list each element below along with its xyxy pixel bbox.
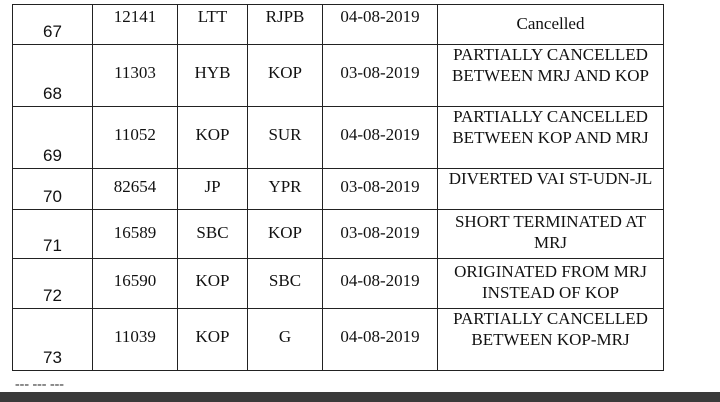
table-row (13, 107, 664, 169)
remark-cell: SHORT TERMINATED AT MRJ (438, 210, 664, 259)
from-station-cell: KOP (178, 259, 248, 309)
from-station-cell: KOP (178, 107, 248, 169)
remark-cell: ORIGINATED FROM MRJ INSTEAD OF KOP (438, 259, 664, 309)
train-number-cell: 11052 (93, 107, 178, 169)
table-row (13, 259, 664, 309)
remark-cell: PARTIALLY CANCELLED BETWEEN KOP AND MRJ (438, 107, 664, 169)
remark-cell: DIVERTED VAI ST-UDN-JL (438, 169, 664, 210)
date-cell: 04-08-2019 (323, 107, 438, 169)
serial-number-cell: 67 (13, 5, 93, 45)
to-station-cell: SBC (248, 259, 323, 309)
train-number-cell: 16590 (93, 259, 178, 309)
serial-number-cell: 72 (13, 259, 93, 309)
train-status-table (12, 4, 664, 371)
train-number-cell: 82654 (93, 169, 178, 210)
to-station-cell: G (248, 309, 323, 371)
date-cell: 04-08-2019 (323, 259, 438, 309)
from-station-cell: SBC (178, 210, 248, 259)
to-station-cell: SUR (248, 107, 323, 169)
train-number-cell: 16589 (93, 210, 178, 259)
table-row (13, 5, 664, 45)
to-station-cell: YPR (248, 169, 323, 210)
date-cell: 04-08-2019 (323, 5, 438, 45)
from-station-cell: LTT (178, 5, 248, 45)
serial-number-cell: 71 (13, 210, 93, 259)
serial-number-cell: 69 (13, 107, 93, 169)
train-number-cell: 12141 (93, 5, 178, 45)
date-cell: 04-08-2019 (323, 309, 438, 371)
to-station-cell: RJPB (248, 5, 323, 45)
date-cell: 03-08-2019 (323, 210, 438, 259)
date-cell: 03-08-2019 (323, 169, 438, 210)
serial-number-cell: 68 (13, 45, 93, 107)
end-dashes: --- --- --- (15, 377, 64, 392)
table-row (13, 45, 664, 107)
from-station-cell: JP (178, 169, 248, 210)
remark-cell: PARTIALLY CANCELLED BETWEEN KOP-MRJ (438, 309, 664, 371)
serial-number-cell: 70 (13, 169, 93, 210)
from-station-cell: KOP (178, 309, 248, 371)
date-cell: 03-08-2019 (323, 45, 438, 107)
table-row (13, 169, 664, 210)
from-station-cell: HYB (178, 45, 248, 107)
bottom-bar (0, 392, 720, 402)
remark-cell: PARTIALLY CANCELLED BETWEEN MRJ AND KOP (438, 45, 664, 107)
table-row (13, 309, 664, 371)
train-number-cell: 11303 (93, 45, 178, 107)
serial-number-cell: 73 (13, 309, 93, 371)
train-number-cell: 11039 (93, 309, 178, 371)
to-station-cell: KOP (248, 210, 323, 259)
to-station-cell: KOP (248, 45, 323, 107)
table-row (13, 210, 664, 259)
remark-cell: Cancelled (438, 5, 664, 45)
